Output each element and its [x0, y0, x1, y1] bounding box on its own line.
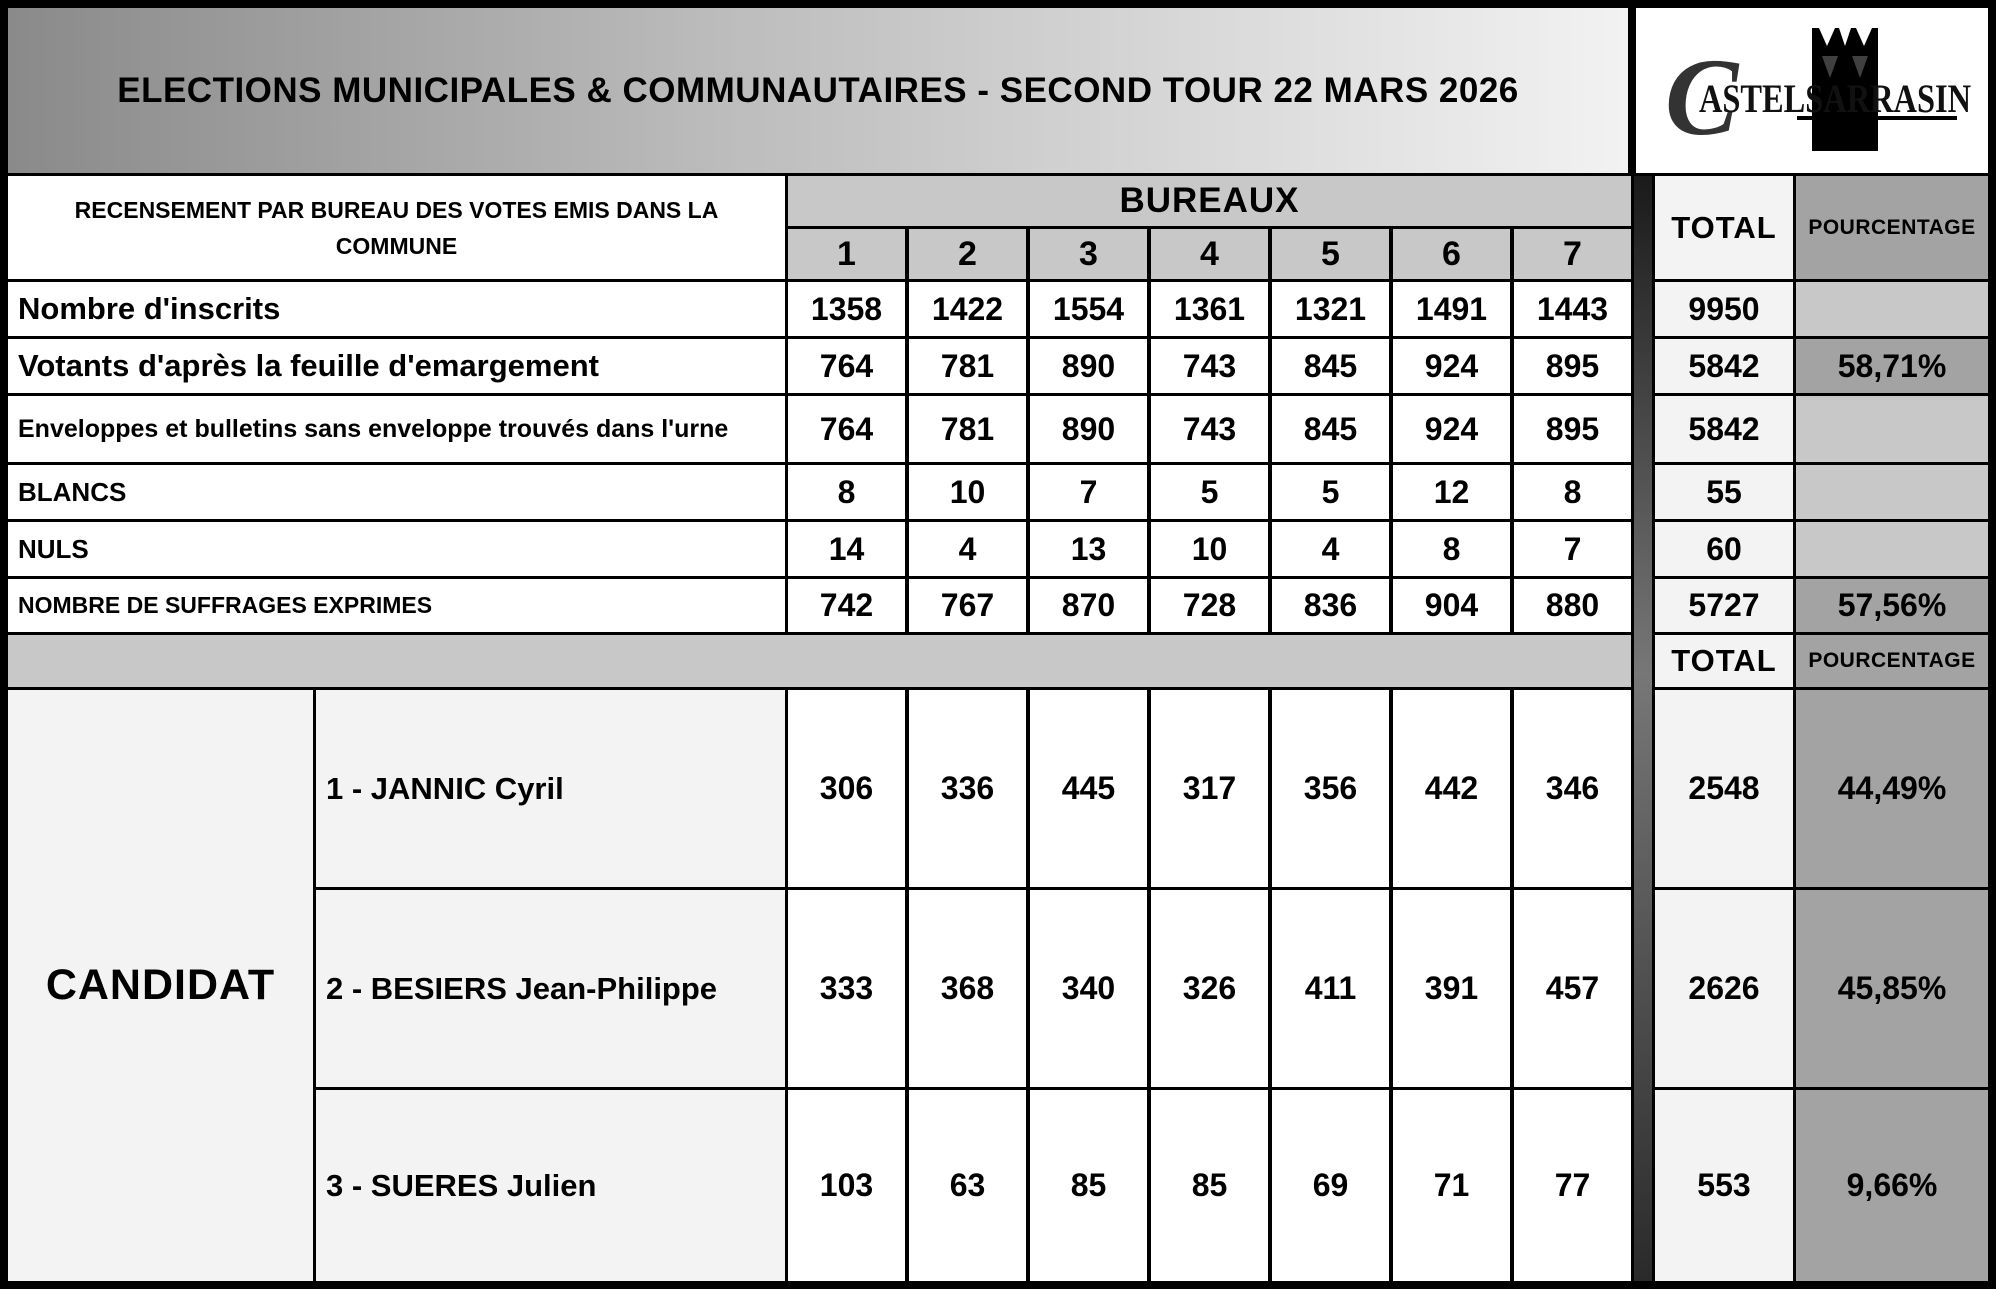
- candidate-value: 333: [788, 890, 905, 1087]
- row-value: 8: [1514, 465, 1631, 519]
- row-value: 1361: [1151, 282, 1268, 336]
- row-value: 880: [1514, 579, 1631, 632]
- total-separator: [1634, 176, 1652, 1281]
- row-value: 1321: [1272, 282, 1389, 336]
- bureau-header-2: 2: [909, 229, 1026, 279]
- row-label: Enveloppes et bulletins sans enveloppe trouvés dans l'urne: [8, 396, 785, 462]
- bureau-header-4: 4: [1151, 229, 1268, 279]
- castelsarrasin-logo: [1636, 8, 1988, 173]
- bureau-header-5: 5: [1272, 229, 1389, 279]
- bureaux-label: BUREAUX: [788, 176, 1631, 226]
- candidate-value: 77: [1514, 1090, 1631, 1281]
- row-total: 60: [1655, 522, 1793, 576]
- row-value: 5: [1151, 465, 1268, 519]
- row-value: 12: [1393, 465, 1510, 519]
- row-value: 13: [1030, 522, 1147, 576]
- row-percentage: [1796, 396, 1988, 462]
- svg-text:C: C: [1665, 35, 1739, 158]
- row-label: Nombre d'inscrits: [8, 282, 785, 336]
- candidate-percentage: 44,49%: [1796, 690, 1988, 887]
- row-value: 4: [909, 522, 1026, 576]
- row-label: BLANCS: [8, 465, 785, 519]
- row-value: 895: [1514, 396, 1631, 462]
- candidate-total: 553: [1655, 1090, 1793, 1281]
- candidate-value: 346: [1514, 690, 1631, 887]
- row-percentage: [1796, 522, 1988, 576]
- candidate-value: 317: [1151, 690, 1268, 887]
- row-value: 845: [1272, 339, 1389, 393]
- row-value: 7: [1514, 522, 1631, 576]
- candidate-percentage: 9,66%: [1796, 1090, 1988, 1281]
- bureau-header-6: 6: [1393, 229, 1510, 279]
- bureau-header-3: 3: [1030, 229, 1147, 279]
- row-value: 845: [1272, 396, 1389, 462]
- row-total: 5842: [1655, 396, 1793, 462]
- row-label: NOMBRE DE SUFFRAGES EXPRIMES: [8, 579, 785, 632]
- row-value: 1358: [788, 282, 905, 336]
- candidate-value: 69: [1272, 1090, 1389, 1281]
- candidate-name: 2 - BESIERS Jean-Philippe: [316, 890, 785, 1087]
- candidate-value: 85: [1030, 1090, 1147, 1281]
- row-value: 870: [1030, 579, 1147, 632]
- candidate-value: 445: [1030, 690, 1147, 887]
- candidat-label: CANDIDAT: [8, 690, 313, 1281]
- row-value: 836: [1272, 579, 1389, 632]
- row-value: 1554: [1030, 282, 1147, 336]
- row-percentage: 58,71%: [1796, 339, 1988, 393]
- row-value: 781: [909, 339, 1026, 393]
- row-value: 14: [788, 522, 905, 576]
- row-value: 924: [1393, 339, 1510, 393]
- candidate-value: 71: [1393, 1090, 1510, 1281]
- row-value: 890: [1030, 396, 1147, 462]
- candidates-header-band: [8, 635, 1631, 687]
- candidates-total-header: TOTAL: [1655, 635, 1793, 687]
- candidate-total: 2626: [1655, 890, 1793, 1087]
- row-value: 10: [909, 465, 1026, 519]
- candidate-value: 326: [1151, 890, 1268, 1087]
- row-total: 55: [1655, 465, 1793, 519]
- recensement-label: RECENSEMENT PAR BUREAU DES VOTES EMIS DANS LA COMMUNE: [8, 176, 785, 279]
- candidate-total: 2548: [1655, 690, 1793, 887]
- candidate-name: 1 - JANNIC Cyril: [316, 690, 785, 887]
- svg-text:ASTELSARRASIN: ASTELSARRASIN: [1699, 75, 1972, 121]
- row-total: 5727: [1655, 579, 1793, 632]
- row-total: 5842: [1655, 339, 1793, 393]
- candidate-value: 457: [1514, 890, 1631, 1087]
- row-value: 764: [788, 396, 905, 462]
- row-value: 743: [1151, 396, 1268, 462]
- row-value: 924: [1393, 396, 1510, 462]
- candidate-name: 3 - SUERES Julien: [316, 1090, 785, 1281]
- row-value: 890: [1030, 339, 1147, 393]
- bureau-header-7: 7: [1514, 229, 1631, 279]
- candidate-value: 411: [1272, 890, 1389, 1087]
- row-value: 743: [1151, 339, 1268, 393]
- row-value: 4: [1272, 522, 1389, 576]
- candidate-value: 336: [909, 690, 1026, 887]
- candidate-value: 356: [1272, 690, 1389, 887]
- candidate-value: 85: [1151, 1090, 1268, 1281]
- candidate-value: 391: [1393, 890, 1510, 1087]
- row-value: 767: [909, 579, 1026, 632]
- row-value: 764: [788, 339, 905, 393]
- row-value: 8: [788, 465, 905, 519]
- pourcentage-header: POURCENTAGE: [1796, 176, 1988, 279]
- bureau-header-1: 1: [788, 229, 905, 279]
- row-value: 904: [1393, 579, 1510, 632]
- candidate-value: 306: [788, 690, 905, 887]
- candidate-value: 368: [909, 890, 1026, 1087]
- total-header: TOTAL: [1655, 176, 1793, 279]
- row-value: 781: [909, 396, 1026, 462]
- row-value: 728: [1151, 579, 1268, 632]
- row-value: 1491: [1393, 282, 1510, 336]
- row-total: 9950: [1655, 282, 1793, 336]
- row-value: 742: [788, 579, 905, 632]
- row-value: 5: [1272, 465, 1389, 519]
- row-value: 1422: [909, 282, 1026, 336]
- candidate-value: 103: [788, 1090, 905, 1281]
- row-value: 8: [1393, 522, 1510, 576]
- row-value: 1443: [1514, 282, 1631, 336]
- candidate-value: 340: [1030, 890, 1147, 1087]
- logo-graphic: [1647, 16, 1977, 166]
- row-value: 10: [1151, 522, 1268, 576]
- candidate-value: 442: [1393, 690, 1510, 887]
- row-percentage: 57,56%: [1796, 579, 1988, 632]
- candidates-pourcentage-header: POURCENTAGE: [1796, 635, 1988, 687]
- row-percentage: [1796, 282, 1988, 336]
- row-value: 895: [1514, 339, 1631, 393]
- page-title: ELECTIONS MUNICIPALES & COMMUNAUTAIRES - SECOND TOUR 22 MARS 2026: [8, 8, 1628, 173]
- row-label: NULS: [8, 522, 785, 576]
- row-label: Votants d'après la feuille d'emargement: [8, 339, 785, 393]
- row-percentage: [1796, 465, 1988, 519]
- candidate-percentage: 45,85%: [1796, 890, 1988, 1087]
- candidate-value: 63: [909, 1090, 1026, 1281]
- row-value: 7: [1030, 465, 1147, 519]
